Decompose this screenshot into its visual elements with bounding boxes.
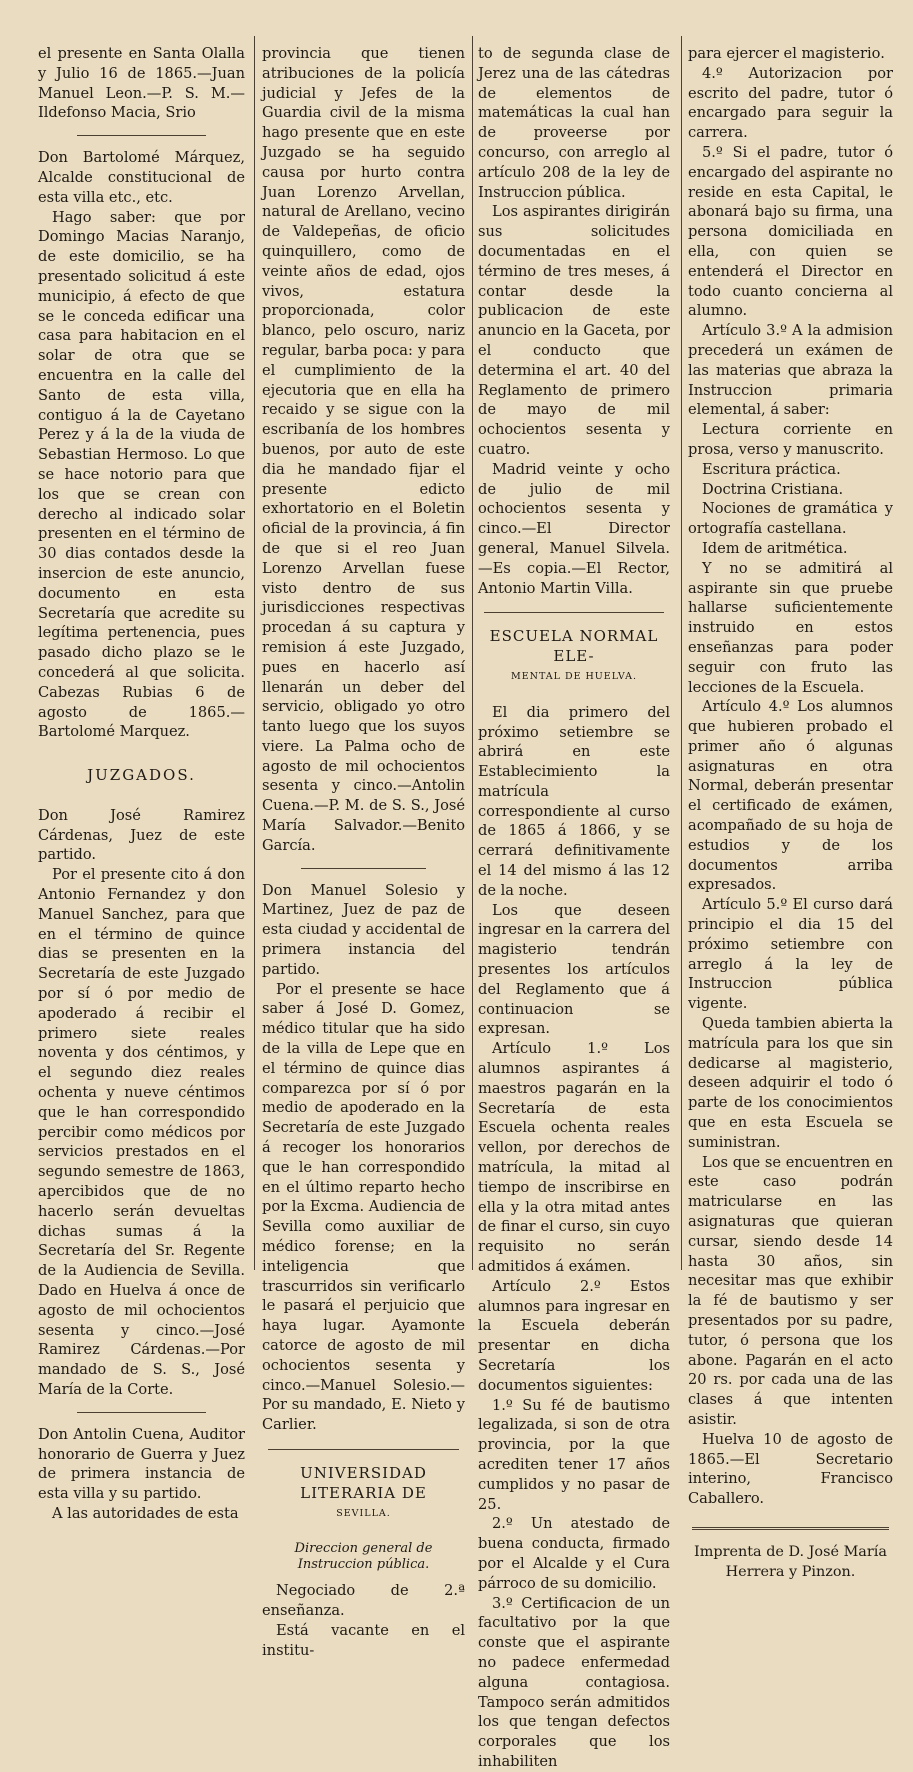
paragraph: 1.º Su fé de bautismo legalizada, si son de otra provincia, por la que acrediten tener 17 años cumplidos y no pasar de 25. [478, 1396, 670, 1513]
imprint-line: Imprenta de D. José María [694, 1543, 887, 1560]
paragraph: A las autoridades de esta [52, 1504, 239, 1522]
column-divider [681, 36, 682, 1270]
column-2 [262, 44, 465, 1659]
notice-title: Don Manuel Solesio y Martinez, Juez de paz de esta ciudad y accidental de primera instancia del partido. [262, 881, 465, 978]
column-3 [478, 44, 670, 1770]
paragraph: Hago saber: que por Domingo Macias Naranjo, de este domicilio, se ha presentado solicitud á este municipio, á efecto de que se le conceda edificar una casa para habitacion en el solar de otra que se encuentra en la calle del Santo de esta villa, contiguo á la de Cayetano Perez y á la de la viuda de Sebastian Hermoso. Lo que se hace notorio para que los que se crean con derecho al indicado solar presenten en el término de 30 dias contados desde la insercion de este anuncio, documento en esta Secretaría que acredite su legítima pertenencia, pues pasado dicho plazo se le concederá al que solicita. Cabezas Rubias 6 de agosto de 1865.—Bartolomé Marquez. [38, 208, 245, 741]
notice-title: Don Antolin Cuena, Auditor honorario de Guerra y Juez de primera instancia de esta villa y su partido. [38, 1425, 245, 1503]
paragraph: 5.º Si el padre, tutor ó encargado del aspirante no reside en esta Capital, le abonará bajo su firma, una persona domiciliada en ella, con quien se entenderá el Director en todo cuanto concierna al alumno. [688, 143, 893, 320]
section-heading-universidad: UNIVERSIDAD LITERARIA DE [300, 1463, 427, 1502]
paragraph: Artículo 5.º El curso dará principio el dia 15 del próximo setiembre con arreglo á la ley de Instruccion pública vigente. [688, 896, 893, 1013]
paragraph: 3.º Certificacion de un facultativo por la que conste que el aspirante no padece enfermedad alguna contagiosa. Tampoco serán admitidos los que tengan defectos corporales que los inhabiliten [478, 1594, 670, 1770]
paragraph: 2.º Un atestado de buena conducta, firmado por el Alcalde y el Cura párroco de su domicilio. [478, 1515, 670, 1592]
notice-title: Don Bartolomé Márquez, Alcalde constitucional de esta villa etc., etc. [38, 149, 245, 206]
paragraph: El dia primero del próximo setiembre se abrirá en este Establecimiento la matrícula correspondiente al curso de 1865 á 1866, y se cerrará definitivamente el 14 del mismo á las 12 de la noche. [478, 703, 670, 899]
paragraph: Artículo 4.º Los alumnos que hubieren probado el primer año ó algunas asignaturas en otra Normal, deberán presentar el certificado de exámen, acompañado de su hoja de estudios y de los documentos arriba expresados. [688, 698, 893, 894]
paragraph: Madrid veinte y ocho de julio de mil ochocientos sesenta y cinco.—El Director general, Manuel Silvela.—Es copia.—El Rector, Antonio Martin Villa. [478, 460, 670, 597]
column-divider [254, 36, 255, 1270]
paragraph: para ejercer el magisterio. [688, 45, 885, 62]
paragraph: provincia que tienen atribuciones de la policía judicial y Jefes de la Guardia civil de la misma hago presente que en este Juzgado se ha seguido causa por hurto contra Juan Lorenzo Arvellan, natural de Arellano, vecino de Valdepeñas, de oficio quinquillero, como de veinte años de edad, ojos vivos, estatura proporcionada, color blanco, pelo oscuro, nariz regular, barba poca: y para el cumplimiento de la ejecutoria que en ella ha recaido y se sigue con la escribanía de los hombres buenos, por auto de este dia he mandado fijar el presente edicto exhortatorio en el Boletin oficial de la provincia, á fin de que si el reo Juan Lorenzo Arvellan fuese visto dentro de sus jurisdicciones respectivas procedan á su captura y remision á este Juzgado, pues en hacerlo así llenarán un deber del servicio, obligado yo otro tanto luego que los suyos viere. La Palma ocho de agosto de mil ochocientos sesenta y cinco.—Antolin Cuena.—P. M. de S. S., José María Salvador.—Benito García. [262, 45, 465, 854]
separator [692, 1527, 889, 1530]
direction-title: Direccion general de Instruccion pública. [294, 1541, 433, 1573]
paragraph: Por el presente cito á don Antonio Fernandez y don Manuel Sanchez, para que en el término de quince dias se presenten en la Secretaría de este Juzgado por sí ó por medio de apoderado á recibir el primero siete reales noventa y dos céntimos, y el segundo diez reales ochenta y nueve céntimos que le han correspondido percibir como médicos por servicios prestados en el segundo semestre de 1863, apercibidos que de no hacerlo serán devueltas dichas sumas á la Secretaría del Sr. Regente de la Audiencia de Sevilla. Dado en Huelva á once de agosto de mil ochocientos sesenta y cinco.—José Ramirez Cárdenas.—Por mandado de S. S., José María de la Corte. [38, 866, 245, 1398]
paragraph: Artículo 3.º A la admision precederá un exámen de las materias que abraza la Instruccion primaria elemental, á saber: [688, 322, 893, 419]
paragraph: Nociones de gramática y ortografía castellana. [688, 500, 893, 538]
paragraph: Los aspirantes dirigirán sus solicitudes documentadas en el término de tres meses, á contar desde la publicacion de este anuncio en la Gaceta, por el conducto que determina el art. 40 del Reglamento de primero de mayo de mil ochocientos sesenta y cuatro. [478, 203, 670, 458]
paragraph: el presente en Santa Olalla y Julio 16 de 1865.—Juan Manuel Leon.—P. S. M.—Ildefonso Macia, Srio [38, 45, 245, 122]
imprint-line: Herrera y Pinzon. [725, 1563, 856, 1580]
section-subheading: MENTAL DE HUELVA. [510, 670, 638, 682]
paragraph: Doctrina Cristiana. [702, 480, 844, 498]
paragraph: Escritura práctica. [702, 460, 841, 478]
paragraph: Idem de aritmética. [702, 539, 848, 557]
section-heading-juzgados: JUZGADOS. [87, 766, 196, 785]
paragraph: Lectura corriente en prosa, verso y manuscrito. [688, 421, 893, 458]
paragraph: 4.º Autorizacion por escrito del padre, tutor ó encargado para seguir la carrera. [688, 64, 893, 142]
paragraph: Queda tambien abierta la matrícula para los que sin dedicarse al magisterio, deseen adquirir el todo ó parte de los conocimientos que en esta Escuela se suministran. [688, 1015, 893, 1151]
paragraph: to de segunda clase de Jerez una de las cátedras de elementos de matemáticas la cual han de proveerse por concurso, con arreglo al artículo 208 de la ley de Instruccion pública. [478, 45, 670, 201]
separator [484, 612, 664, 613]
paragraph: Y no se admitirá al aspirante sin que pruebe hallarse suficientemente instruido en estos enseñanzas para poder seguir con fruto las lecciones de la Escuela. [688, 559, 893, 696]
section-heading-escuela: ESCUELA NORMAL ELE- [489, 627, 659, 666]
paragraph: Artículo 1.º Los alumnos aspirantes á maestros pagarán en la Secretaría de esta Escuela ochenta reales vellon, por derechos de matrícula, la mitad al tiempo de inscribirse en ella y la otra mitad antes de finar el curso, sin cuyo requisito no serán admitidos á exámen. [478, 1040, 670, 1276]
paragraph: Los que se encuentren en este caso podrán matricularse en las asignaturas que quieran cursar, siendo desde 14 hasta 30 años, sin necesitar mas que exhibir la fé de bautismo y ser presentados por su padre, tutor, ó persona que los abone. Pagarán en el acto 20 rs. por cada una de las clases á que intenten asistir. [688, 1153, 893, 1428]
separator [301, 868, 427, 869]
paragraph: Por el presente se hace saber á José D. Gomez, médico titular que ha sido de la villa de Lepe que en el término de quince dias comparezca por sí ó por medio de apoderado en la Secretaría de este Juzgado á recoger los honorarios que le han correspondido en el último reparto hecho por la Excma. Audiencia de Sevilla como auxiliar de médico forense; en la inteligencia que trascurridos sin verificarlo le pasará el perjuicio que haya lugar. Ayamonte catorce de agosto de mil ochocientos sesenta y cinco.—Manuel Solesio.—Por su mandado, E. Nieto y Carlier. [262, 980, 465, 1434]
paragraph: Huelva 10 de agosto de 1865.—El Secretario interino, Francisco Caballero. [688, 1430, 893, 1508]
paragraph: Artículo 2.º Estos alumnos para ingresar en la Escuela deberán presentar en dicha Secretaría los documentos siguientes: [478, 1277, 670, 1394]
paragraph: Está vacante en el institu- [262, 1621, 465, 1659]
separator [77, 135, 205, 136]
separator [268, 1449, 459, 1450]
column-4 [688, 44, 893, 1580]
section-subheading: SEVILLA. [336, 1507, 391, 1519]
separator [77, 1412, 205, 1413]
paragraph: Los que deseen ingresar en la carrera del magisterio tendrán presentes los artículos del Reglamento que á continuacion se expresan. [478, 901, 670, 1038]
notice-title: Don José Ramirez Cárdenas, Juez de este partido. [38, 806, 245, 864]
paragraph: Negociado de 2.ª enseñanza. [262, 1582, 465, 1620]
column-1 [38, 44, 245, 1522]
column-divider [472, 36, 473, 1270]
